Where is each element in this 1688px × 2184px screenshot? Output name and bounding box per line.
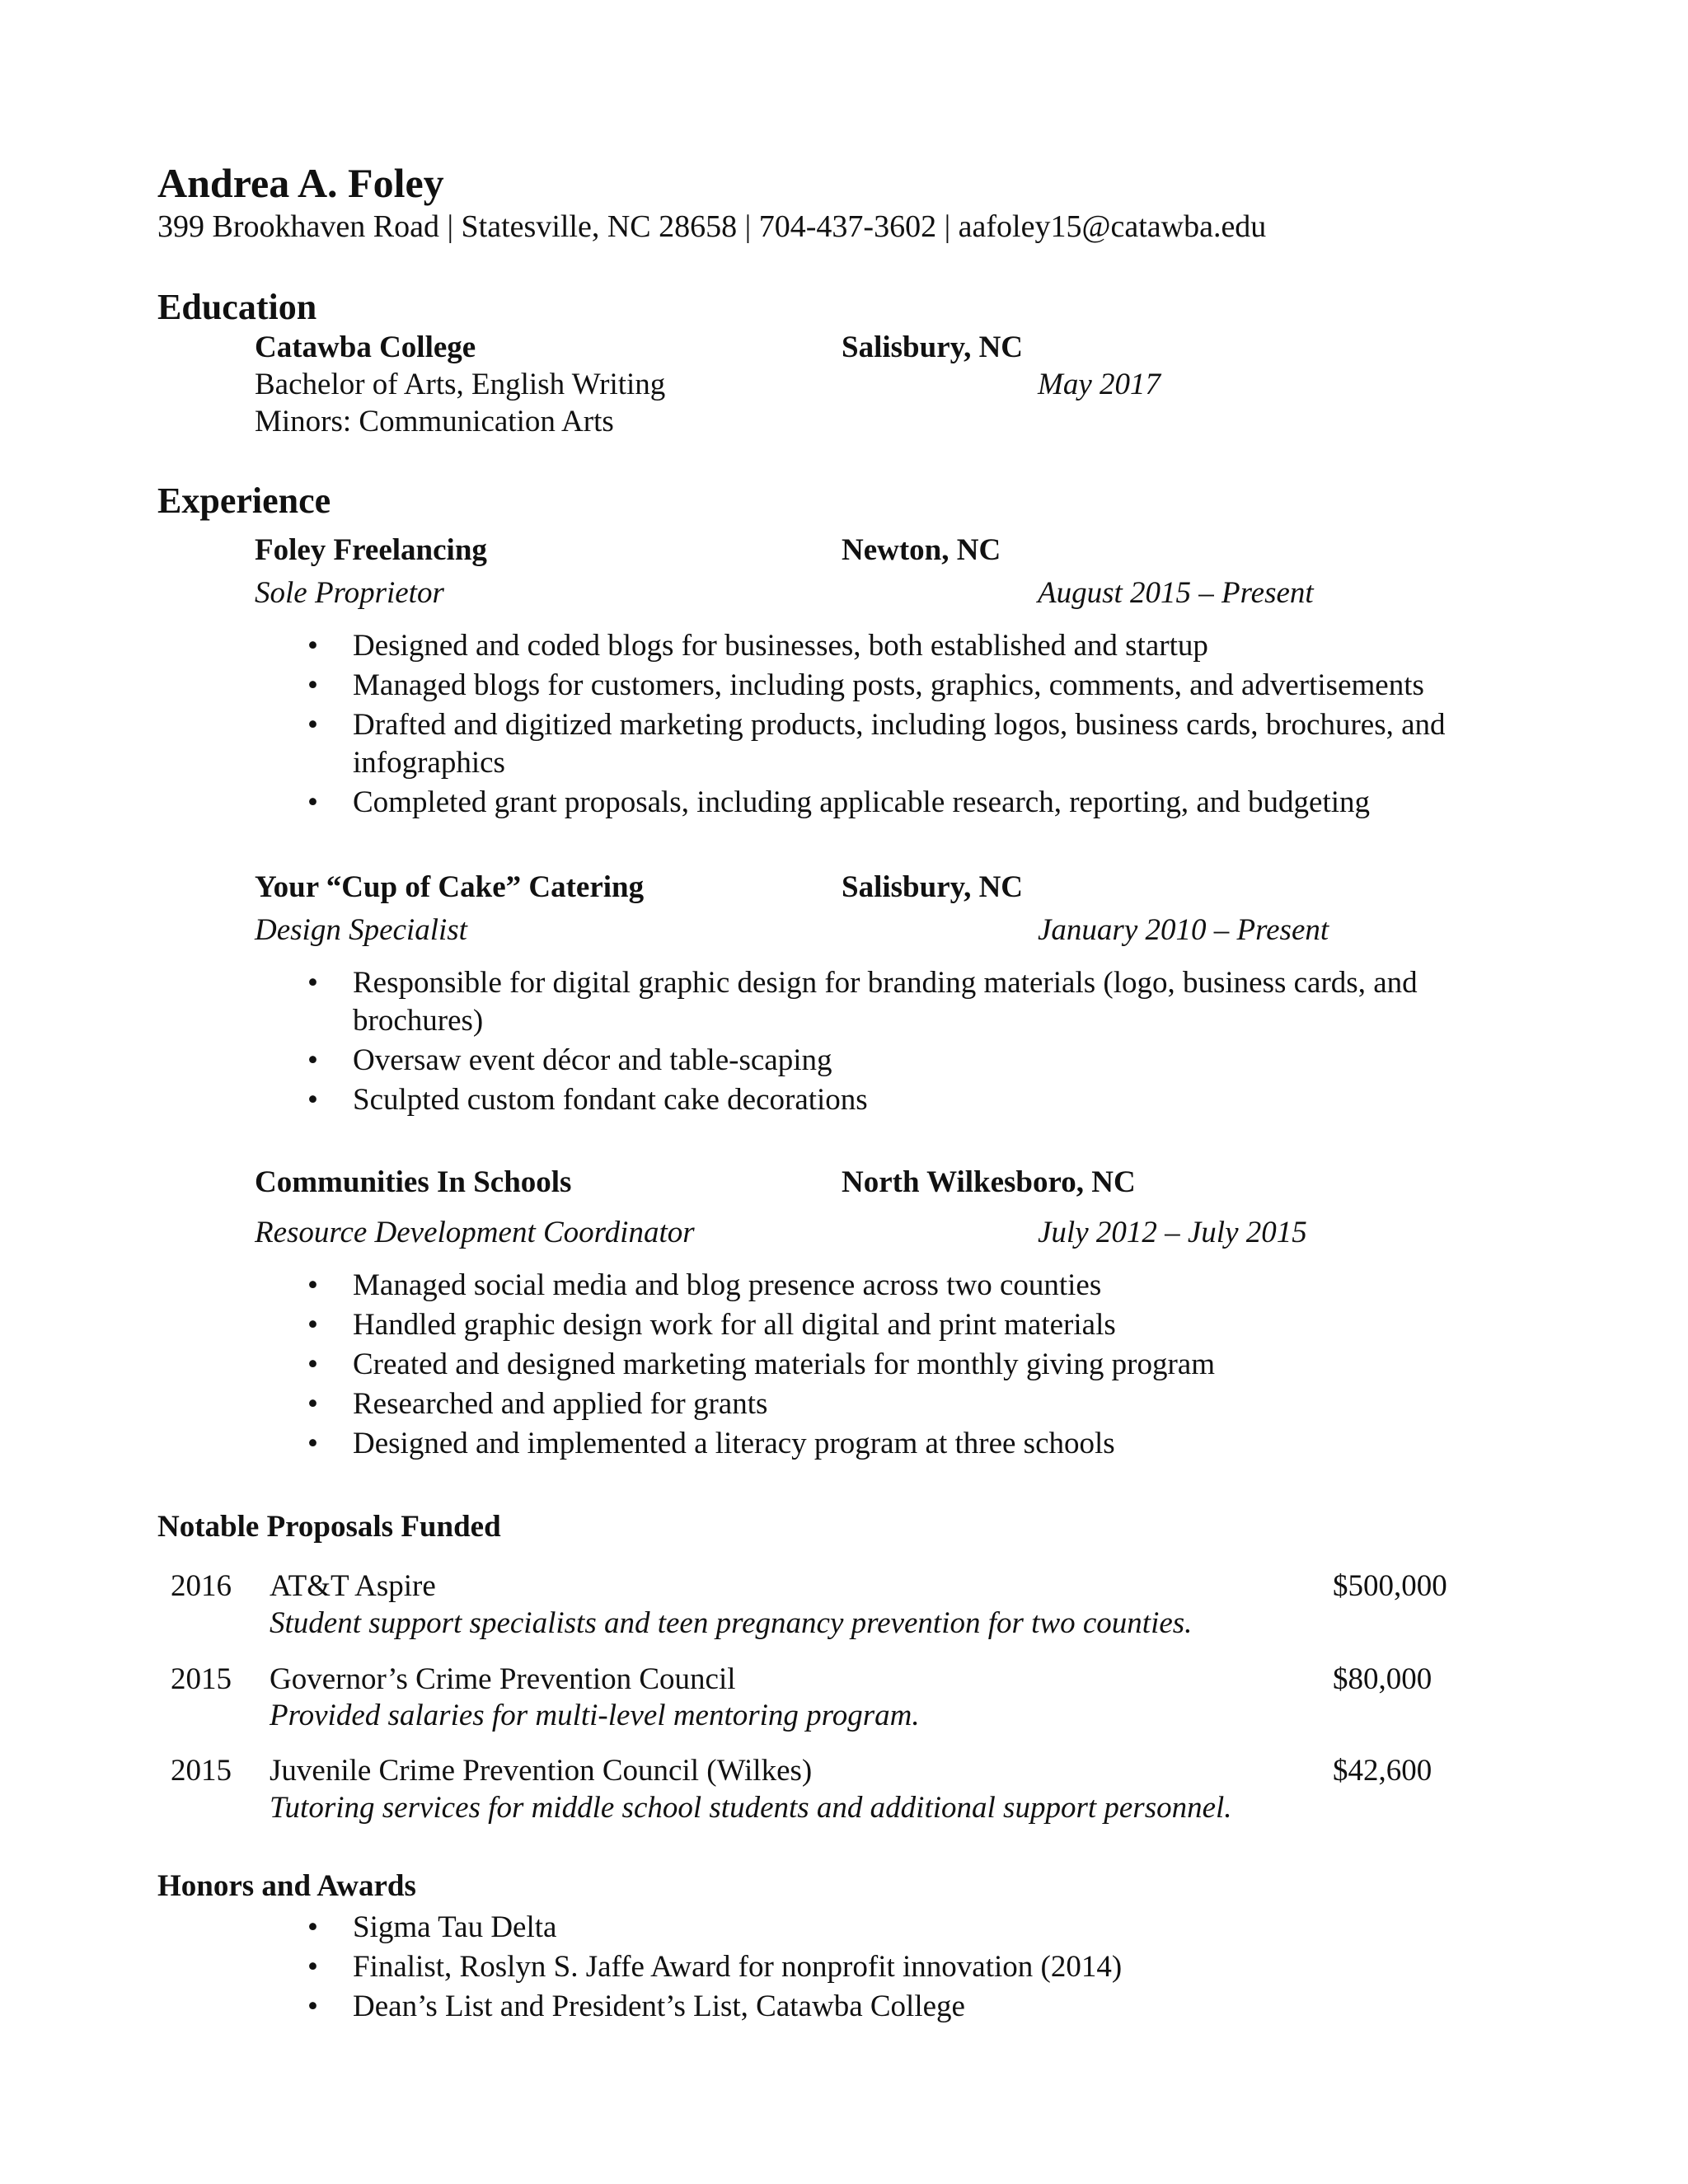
job-bullet: Oversaw event décor and table-scaping bbox=[353, 1043, 832, 1077]
honor-item: Sigma Tau Delta bbox=[353, 1910, 557, 1944]
job-bullet: Handled graphic design work for all digital and print materials bbox=[353, 1308, 1116, 1342]
education-school: Catawba College bbox=[255, 330, 476, 364]
job-role: Design Specialist bbox=[255, 913, 467, 947]
job-bullet: Responsible for digital graphic design for branding materials (logo, business cards, and bbox=[353, 966, 1418, 1000]
bullet-icon: • bbox=[307, 629, 318, 663]
proposal-amount: $500,000 bbox=[1333, 1569, 1447, 1603]
job-org: Communities In Schools bbox=[255, 1165, 572, 1199]
proposal-description: Student support specialists and teen pregnancy prevention for two counties. bbox=[270, 1606, 1193, 1640]
bullet-icon: • bbox=[307, 1950, 318, 1984]
job-dates: January 2010 – Present bbox=[1038, 913, 1329, 947]
applicant-name: Andrea A. Foley bbox=[157, 160, 444, 206]
bullet-icon: • bbox=[307, 1910, 318, 1944]
proposal-description: Provided salaries for multi-level mentoring program. bbox=[270, 1699, 920, 1732]
bullet-icon: • bbox=[307, 1990, 318, 2023]
job-dates: August 2015 – Present bbox=[1038, 576, 1314, 610]
proposal-year: 2015 bbox=[171, 1754, 232, 1788]
bullet-icon: • bbox=[307, 1347, 318, 1381]
bullet-icon: • bbox=[307, 668, 318, 702]
job-location: Salisbury, NC bbox=[842, 870, 1024, 904]
job-bullet: Managed blogs for customers, including posts, graphics, comments, and advertisements bbox=[353, 668, 1424, 702]
education-degree: Bachelor of Arts, English Writing bbox=[255, 368, 666, 401]
proposal-year: 2015 bbox=[171, 1662, 232, 1696]
proposal-name: Governor’s Crime Prevention Council bbox=[270, 1662, 736, 1696]
bullet-icon: • bbox=[307, 1427, 318, 1460]
job-bullet: Researched and applied for grants bbox=[353, 1387, 768, 1421]
education-minors: Minors: Communication Arts bbox=[255, 405, 614, 438]
proposal-name: Juvenile Crime Prevention Council (Wilkes) bbox=[270, 1754, 813, 1788]
education-date: May 2017 bbox=[1038, 368, 1160, 401]
job-role: Resource Development Coordinator bbox=[255, 1216, 695, 1249]
job-bullet: Sculpted custom fondant cake decorations bbox=[353, 1083, 868, 1117]
job-org: Your “Cup of Cake” Catering bbox=[255, 870, 645, 904]
proposal-amount: $80,000 bbox=[1333, 1662, 1432, 1696]
honor-item: Finalist, Roslyn S. Jaffe Award for nonprofit innovation (2014) bbox=[353, 1950, 1123, 1984]
bullet-icon: • bbox=[307, 1308, 318, 1342]
job-location: North Wilkesboro, NC bbox=[842, 1165, 1136, 1199]
contact-line: 399 Brookhaven Road | Statesville, NC 28658 | 704-437-3602 | aafoley15@catawba.edu bbox=[157, 209, 1267, 244]
bullet-icon: • bbox=[307, 1043, 318, 1077]
education-heading: Education bbox=[157, 287, 317, 327]
job-bullet: Managed social media and blog presence across two counties bbox=[353, 1268, 1102, 1302]
job-role: Sole Proprietor bbox=[255, 576, 444, 610]
honor-item: Dean’s List and President’s List, Catawba College bbox=[353, 1990, 965, 2023]
bullet-icon: • bbox=[307, 966, 318, 1000]
job-org: Foley Freelancing bbox=[255, 533, 487, 567]
job-bullet: Drafted and digitized marketing products, including logos, business cards, brochures, and bbox=[353, 708, 1446, 742]
job-bullet: Completed grant proposals, including applicable research, reporting, and budgeting bbox=[353, 785, 1371, 819]
honors-heading: Honors and Awards bbox=[157, 1869, 416, 1903]
job-location: Newton, NC bbox=[842, 533, 1001, 567]
proposal-amount: $42,600 bbox=[1333, 1754, 1432, 1788]
education-location: Salisbury, NC bbox=[842, 330, 1024, 364]
proposal-name: AT&T Aspire bbox=[270, 1569, 436, 1603]
job-bullet: Created and designed marketing materials for monthly giving program bbox=[353, 1347, 1215, 1381]
proposal-year: 2016 bbox=[171, 1569, 232, 1603]
job-dates: July 2012 – July 2015 bbox=[1038, 1216, 1307, 1249]
job-bullet: Designed and coded blogs for businesses, both established and startup bbox=[353, 629, 1208, 663]
proposals-heading: Notable Proposals Funded bbox=[157, 1510, 501, 1544]
job-bullet-continuation: infographics bbox=[353, 746, 505, 780]
job-bullet-continuation: brochures) bbox=[353, 1004, 484, 1038]
bullet-icon: • bbox=[307, 1387, 318, 1421]
bullet-icon: • bbox=[307, 1083, 318, 1117]
bullet-icon: • bbox=[307, 785, 318, 819]
bullet-icon: • bbox=[307, 1268, 318, 1302]
job-bullet: Designed and implemented a literacy program at three schools bbox=[353, 1427, 1115, 1460]
experience-heading: Experience bbox=[157, 480, 331, 521]
proposal-description: Tutoring services for middle school students and additional support personnel. bbox=[270, 1791, 1232, 1825]
bullet-icon: • bbox=[307, 708, 318, 742]
